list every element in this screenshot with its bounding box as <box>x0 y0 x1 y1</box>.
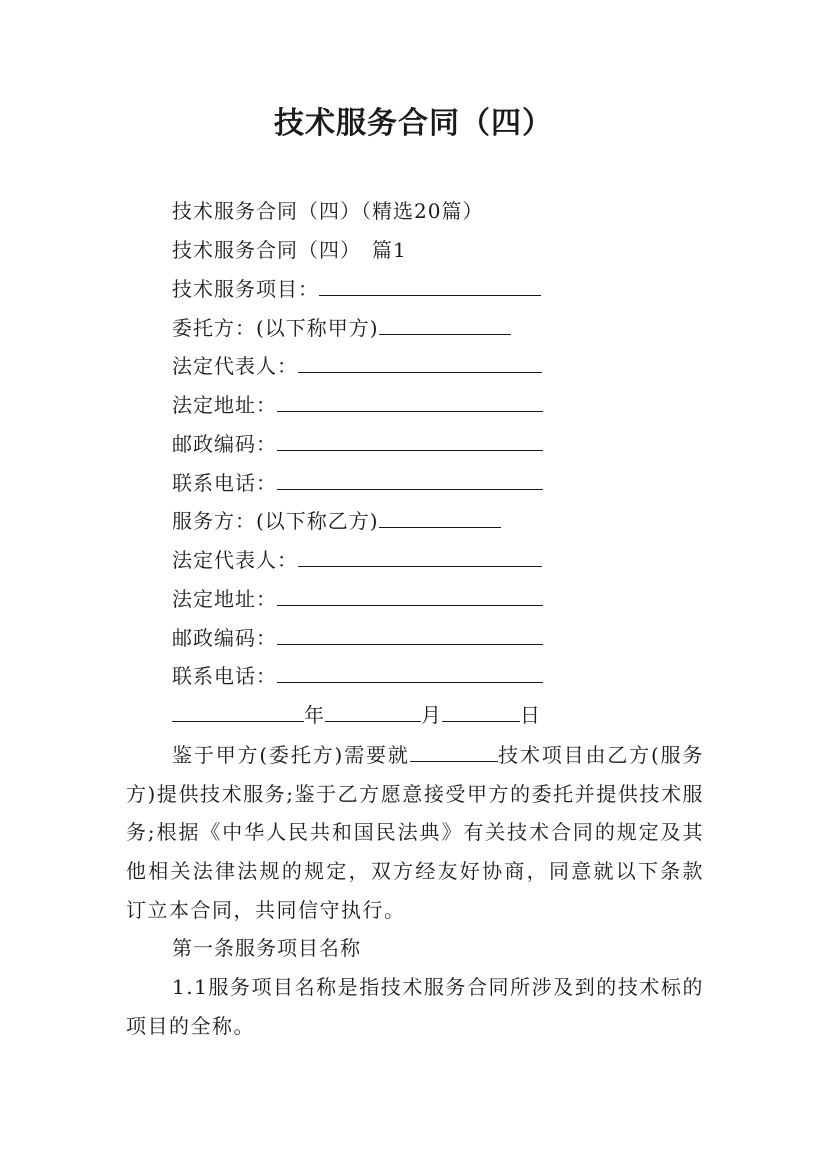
field-client-rep <box>172 352 542 380</box>
preamble-text-2: 技术项目由乙方(服务方)提供技术服务;鉴于乙方愿意接受甲方的委托并提供技术服务;根据《中华人民共和国民法典》有关技术合同的规定及其他相关法律法规的规定，双方经友好协商，同意就以下条款订立本合同，共同信守执行。 <box>126 743 704 922</box>
article-1-heading: 第一条服务项目名称 <box>172 936 361 960</box>
field-label: 法定代表人： <box>172 548 298 572</box>
blank-line <box>319 275 541 296</box>
document-subtitle: 技术服务合同（四）（精选20篇） <box>172 199 484 223</box>
blank-line <box>277 469 543 490</box>
field-label: 技术服务项目： <box>172 277 319 301</box>
field-label: 法定地址： <box>172 587 277 611</box>
year-blank <box>172 701 304 722</box>
field-label: 服务方：(以下称乙方) <box>172 509 379 533</box>
blank-line <box>277 624 543 645</box>
field-label: 法定地址： <box>172 393 277 417</box>
field-label: 邮政编码： <box>172 432 277 456</box>
field-label: 联系电话： <box>172 471 277 495</box>
blank-line <box>298 352 542 373</box>
field-project <box>172 275 541 303</box>
preamble-paragraph <box>126 736 704 930</box>
year-label: 年 <box>304 703 325 727</box>
blank-line <box>298 546 542 567</box>
article-1-1-paragraph: 1.1服务项目名称是指技术服务合同所涉及到的技术标的项目的全称。 <box>126 975 704 1038</box>
blank-line <box>277 430 543 451</box>
preamble-text-1: 鉴于甲方(委托方)需要就 <box>172 743 410 767</box>
field-label: 委托方：(以下称甲方) <box>172 316 379 340</box>
field-provider-address <box>172 585 543 613</box>
blank-line <box>379 314 511 335</box>
month-blank <box>325 701 421 722</box>
blank-line <box>379 507 501 528</box>
project-blank <box>410 741 498 762</box>
blank-line <box>277 391 543 412</box>
document-title: 技术服务合同（四） <box>274 106 553 141</box>
blank-line <box>277 662 543 683</box>
field-client <box>172 314 511 342</box>
section-heading: 技术服务合同（四） 篇1 <box>172 238 407 262</box>
day-blank <box>442 701 520 722</box>
field-client-postcode <box>172 430 543 458</box>
field-label: 邮政编码： <box>172 626 277 650</box>
field-client-address <box>172 391 543 419</box>
day-label: 日 <box>520 703 541 727</box>
field-client-phone <box>172 469 543 497</box>
field-label: 联系电话： <box>172 664 277 688</box>
field-provider-phone <box>172 662 543 690</box>
field-provider-rep <box>172 546 542 574</box>
blank-line <box>277 585 543 606</box>
field-provider <box>172 507 501 535</box>
date-line <box>172 701 541 729</box>
field-provider-postcode <box>172 624 543 652</box>
month-label: 月 <box>421 703 442 727</box>
field-label: 法定代表人： <box>172 354 298 378</box>
